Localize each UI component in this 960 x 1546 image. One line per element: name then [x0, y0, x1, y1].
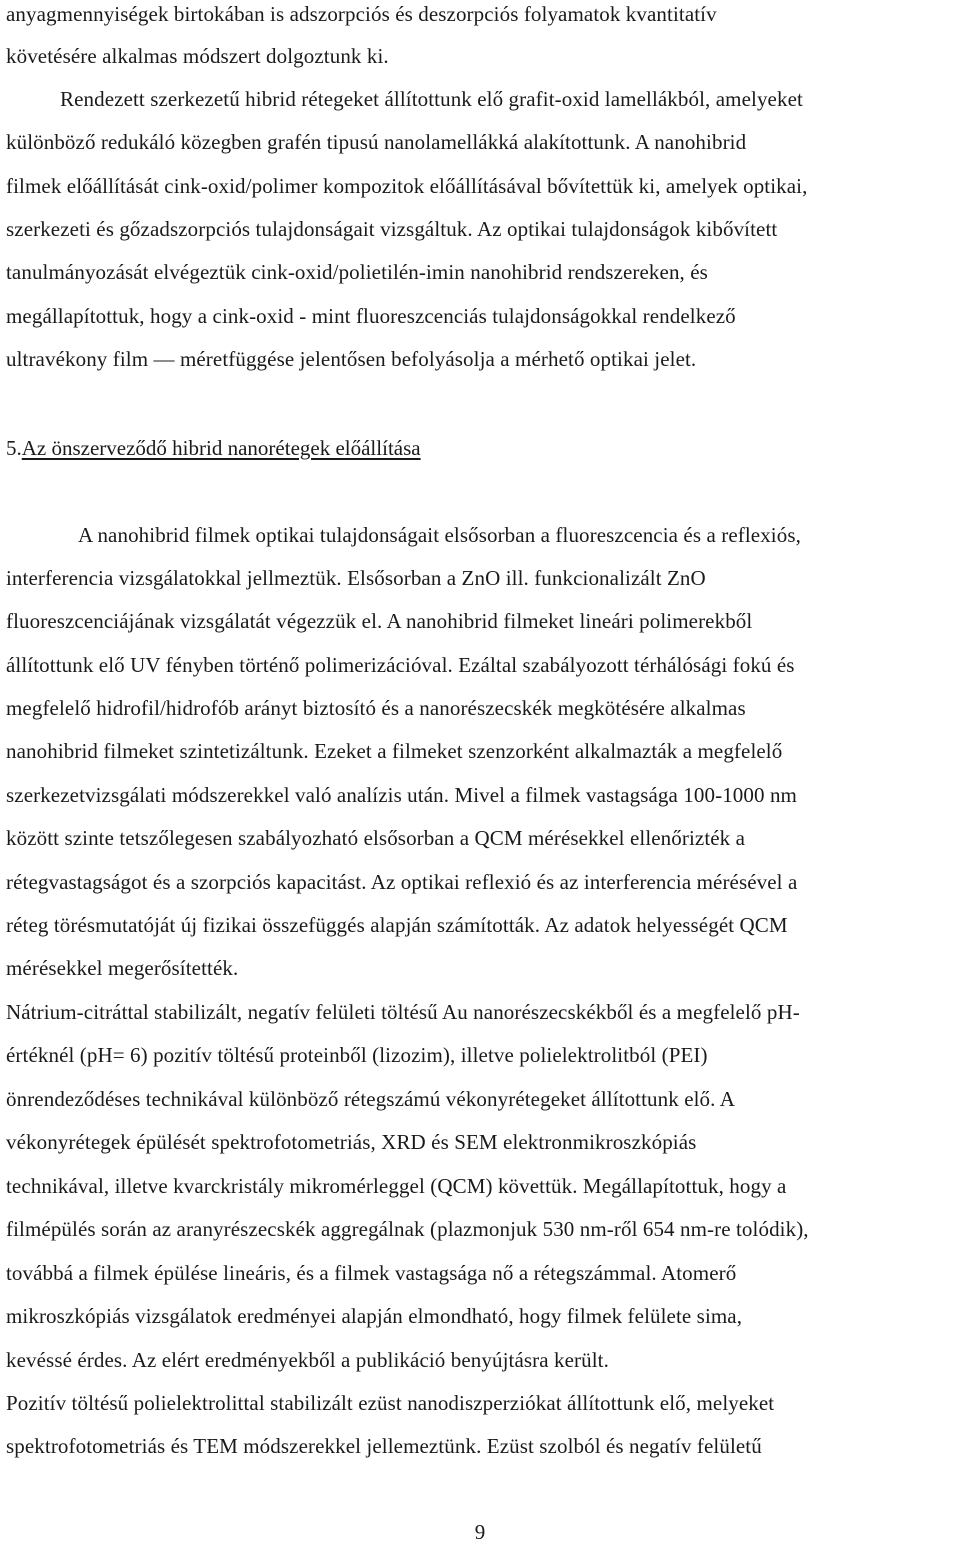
paragraph-line: szerkezetvizsgálati módszerekkel való analízis után. Mivel a filmek vastagsága 100-1000 nm — [6, 783, 797, 807]
paragraph-line: megállapítottuk, hogy a cink-oxid - mint fluoreszcenciás tulajdonságokkal rendelkező — [6, 304, 736, 328]
paragraph-line: vékonyrétegek épülését spektrofotometriás, XRD és SEM elektronmikroszkópiás — [6, 1130, 697, 1154]
paragraph-line: spektrofotometriás és TEM módszerekkel jellemeztünk. Ezüst szolból és negatív felületű — [6, 1434, 762, 1458]
paragraph-line: nanohibrid filmeket szintetizáltunk. Ezeket a filmeket szenzorként alkalmazták a megfelelő — [6, 739, 783, 763]
paragraph-line: fluoreszcenciájának vizsgálatát végezzük el. A nanohibrid filmeket lineári polimerekből — [6, 609, 753, 633]
paragraph-line: réteg törésmutatóját új fizikai összefüggés alapján számították. Az adatok helyességét QCM — [6, 913, 788, 937]
paragraph-line: különböző redukáló közegben grafén tipusú nanolamellákká alakítottunk. A nanohibrid — [6, 130, 747, 154]
paragraph-line: között szinte tetszőlegesen szabályozható elsősorban a QCM mérésekkel ellenőrizték a — [6, 826, 746, 850]
paragraph-line: továbbá a filmek épülése lineáris, és a filmek vastagsága nő a rétegszámmal. Atomerő — [6, 1261, 737, 1285]
paragraph-line: anyagmennyiségek birtokában is adszorpciós és deszorpciós folyamatok kvantitatív — [6, 2, 717, 26]
page-number: 9 — [474, 1520, 486, 1544]
paragraph-line: megfelelő hidrofil/hidrofób arányt biztosító és a nanorészecskék megkötésére alkalmas — [6, 696, 746, 720]
paragraph-line: rétegvastagságot és a szorpciós kapacitást. Az optikai reflexió és az interferencia mérésével a — [6, 870, 798, 894]
paragraph-line: Rendezett szerkezetű hibrid rétegeket állítottunk elő grafit-oxid lamellákból, amelyeket — [60, 87, 803, 111]
paragraph-line: filmépülés során az aranyrészecskék aggregálnak (plazmonjuk 530 nm-ről 654 nm-re tolódik), — [6, 1217, 809, 1241]
section-number: 5. — [6, 436, 22, 460]
paragraph-line: kevéssé érdes. Az elért eredményekből a publikáció benyújtásra került. — [6, 1348, 609, 1372]
section-title: Az önszerveződő hibrid nanorétegek előállítása — [21, 436, 421, 460]
paragraph-line: önrendeződéses technikával különböző rétegszámú vékonyrétegeket állítottunk elő. A — [6, 1087, 735, 1111]
section-heading — [6, 434, 421, 462]
paragraph-line: mikroszkópiás vizsgálatok eredményei alapján elmondható, hogy filmek felülete sima, — [6, 1304, 743, 1328]
paragraph-line: követésére alkalmas módszert dolgoztunk ki. — [6, 44, 389, 68]
paragraph-line: Pozitív töltésű polielektrolittal stabilizált ezüst nanodiszperziókat állítottunk elő, melyeket — [6, 1391, 775, 1415]
paragraph-line: filmek előállítását cink-oxid/polimer kompozitok előállításával bővítettük ki, amelyek optikai, — [6, 174, 808, 198]
paragraph-line: Nátrium-citráttal stabilizált, negatív felületi töltésű Au nanorészecskékből és a megfelelő pH- — [6, 1000, 800, 1024]
paragraph-line: interferencia vizsgálatokkal jellmeztük. Elsősorban a ZnO ill. funkcionalizált ZnO — [6, 566, 706, 590]
paragraph-line: állítottunk elő UV fényben történő polimerizációval. Ezáltal szabályozott térhálósági fokú és — [6, 653, 795, 677]
paragraph-line: mérésekkel megerősítették. — [6, 956, 239, 980]
paragraph-line: értéknél (pH= 6) pozitív töltésű proteinből (lizozim), illetve polielektrolitból (PEI) — [6, 1043, 708, 1067]
paragraph-line: ultravékony film — méretfüggése jelentősen befolyásolja a mérhető optikai jelet. — [6, 347, 697, 371]
paragraph-line: A nanohibrid filmek optikai tulajdonságait elsősorban a fluoreszcencia és a reflexiós, — [78, 523, 801, 547]
paragraph-line: tanulmányozását elvégeztük cink-oxid/polietilén-imin nanohibrid rendszereken, és — [6, 260, 708, 284]
paragraph-line: szerkezeti és gőzadszorpciós tulajdonságait vizsgáltuk. Az optikai tulajdonságok kibővített — [6, 217, 778, 241]
paragraph-line: technikával, illetve kvarckristály mikromérleggel (QCM) követtük. Megállapítottuk, hogy a — [6, 1174, 787, 1198]
